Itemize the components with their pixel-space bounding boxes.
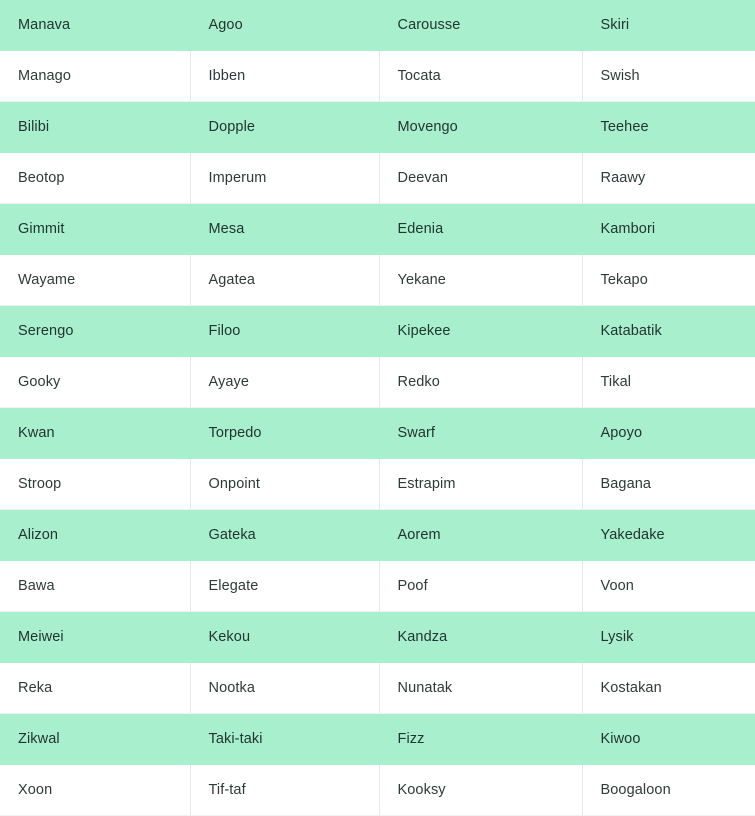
table-cell: Kekou <box>190 612 379 663</box>
table-cell: Voon <box>582 561 755 612</box>
table-cell: Movengo <box>379 102 582 153</box>
table-cell: Edenia <box>379 204 582 255</box>
table-cell: Filoo <box>190 306 379 357</box>
table-row <box>0 204 755 255</box>
table-row <box>0 357 755 408</box>
table-cell: Deevan <box>379 153 582 204</box>
table-cell: Ibben <box>190 51 379 102</box>
table-cell: Bagana <box>582 459 755 510</box>
table-cell: Onpoint <box>190 459 379 510</box>
table-row <box>0 714 755 765</box>
table-cell: Aorem <box>379 510 582 561</box>
table-cell: Yekane <box>379 255 582 306</box>
table-cell: Tikal <box>582 357 755 408</box>
table-cell: Torpedo <box>190 408 379 459</box>
table-cell: Ayaye <box>190 357 379 408</box>
table-cell: Bilibi <box>0 102 190 153</box>
table-cell: Katabatik <box>582 306 755 357</box>
table-cell: Kandza <box>379 612 582 663</box>
table-cell: Kambori <box>582 204 755 255</box>
table-cell: Reka <box>0 663 190 714</box>
table-row <box>0 510 755 561</box>
table-row <box>0 408 755 459</box>
table-cell: Zikwal <box>0 714 190 765</box>
table-cell: Teehee <box>582 102 755 153</box>
table-cell: Yakedake <box>582 510 755 561</box>
table-row <box>0 0 755 51</box>
table-cell: Redko <box>379 357 582 408</box>
table-cell: Kooksy <box>379 765 582 816</box>
table-cell: Elegate <box>190 561 379 612</box>
table-cell: Dopple <box>190 102 379 153</box>
table-cell: Estrapim <box>379 459 582 510</box>
table-cell: Agoo <box>190 0 379 51</box>
table-cell: Taki-taki <box>190 714 379 765</box>
table-row <box>0 459 755 510</box>
table-cell: Skiri <box>582 0 755 51</box>
table-cell: Nunatak <box>379 663 582 714</box>
table-cell: Bawa <box>0 561 190 612</box>
table-cell: Beotop <box>0 153 190 204</box>
table-cell: Mesa <box>190 204 379 255</box>
table-cell: Raawy <box>582 153 755 204</box>
table-cell: Kostakan <box>582 663 755 714</box>
table-cell: Apoyo <box>582 408 755 459</box>
table-row <box>0 153 755 204</box>
table-cell: Tekapo <box>582 255 755 306</box>
table-cell: Lysik <box>582 612 755 663</box>
table-row <box>0 765 755 816</box>
table-cell: Imperum <box>190 153 379 204</box>
table-row <box>0 561 755 612</box>
table-row <box>0 51 755 102</box>
table-cell: Manago <box>0 51 190 102</box>
table-cell: Carousse <box>379 0 582 51</box>
table-cell: Poof <box>379 561 582 612</box>
table-row <box>0 663 755 714</box>
table-row <box>0 255 755 306</box>
table-cell: Stroop <box>0 459 190 510</box>
table-cell: Wayame <box>0 255 190 306</box>
table-cell: Swish <box>582 51 755 102</box>
table-cell: Nootka <box>190 663 379 714</box>
table-cell: Kwan <box>0 408 190 459</box>
table-row <box>0 612 755 663</box>
table-cell: Kiwoo <box>582 714 755 765</box>
table-cell: Alizon <box>0 510 190 561</box>
table-cell: Tif-taf <box>190 765 379 816</box>
table-cell: Swarf <box>379 408 582 459</box>
table-row <box>0 102 755 153</box>
table-cell: Fizz <box>379 714 582 765</box>
table-row <box>0 306 755 357</box>
table-cell: Serengo <box>0 306 190 357</box>
table-cell: Tocata <box>379 51 582 102</box>
table-cell: Manava <box>0 0 190 51</box>
table-cell: Agatea <box>190 255 379 306</box>
table-cell: Gimmit <box>0 204 190 255</box>
table-cell: Meiwei <box>0 612 190 663</box>
table-cell: Gooky <box>0 357 190 408</box>
table-cell: Gateka <box>190 510 379 561</box>
table-cell: Boogaloon <box>582 765 755 816</box>
table-cell: Xoon <box>0 765 190 816</box>
table-cell: Kipekee <box>379 306 582 357</box>
